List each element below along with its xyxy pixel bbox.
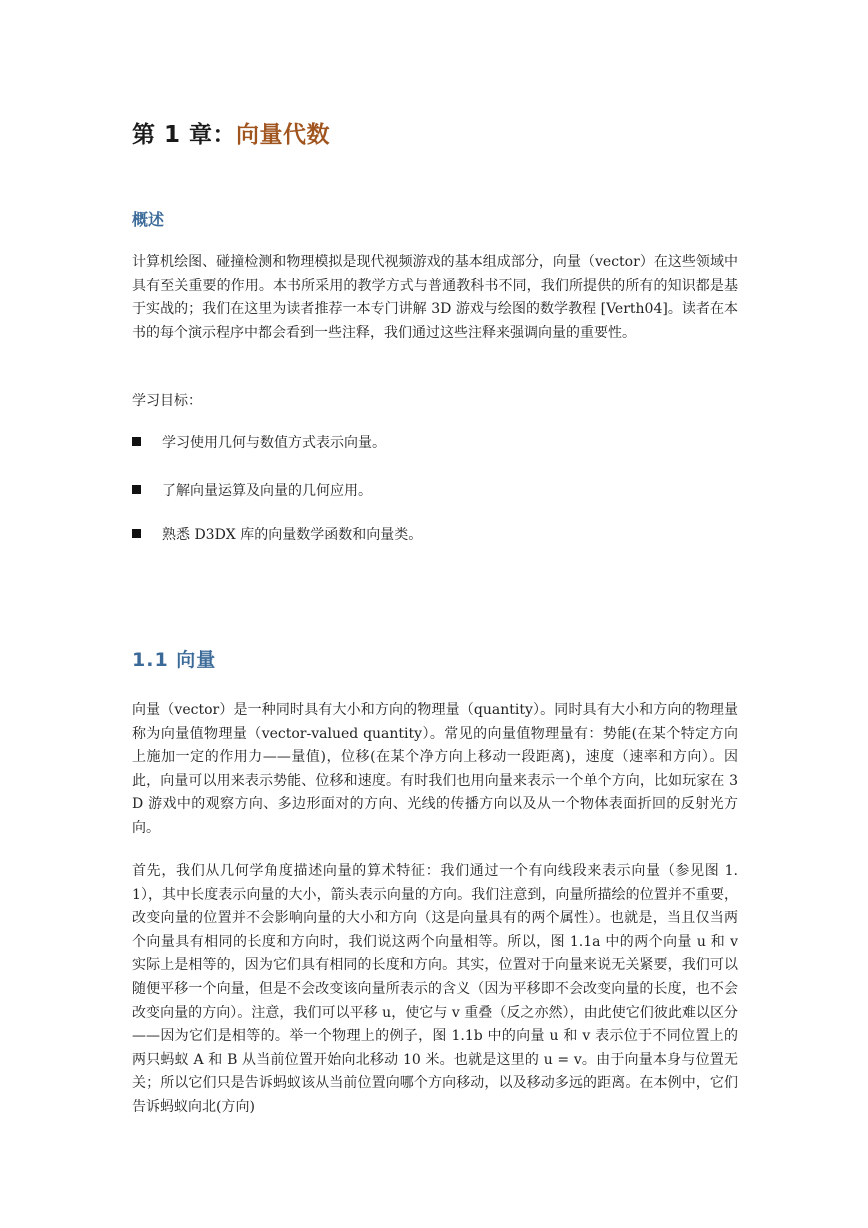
intro-paragraph: 计算机绘图、碰撞检测和物理模拟是现代视频游戏的基本组成部分，向量（vector）在这些领域中具有至关重要的作用。本书所采用的教学方式与普通教科书不同，我们所提供的所有的知识都是基于实战的；我们在这里为读者推荐一本专门讲解 3D 游戏与绘图的数学教程 [Verth04]。读者在本书的每个演示程序中都会看到一些注释，我们通过这些注释来强调向量的重要性。	[132, 254, 738, 341]
goal-list-item	[132, 524, 422, 548]
goal-text: 学习使用几何与数值方式表示向量。	[162, 435, 386, 451]
goal-list-item	[132, 480, 372, 504]
square-bullet-icon	[132, 529, 141, 538]
goal-text: 了解向量运算及向量的几何应用。	[162, 483, 372, 499]
goal-list-item	[132, 432, 386, 456]
geometric-description-paragraph: 首先，我们从几何学角度描述向量的算术特征：我们通过一个有向线段来表示向量（参见图 1.1），其中长度表示向量的大小，箭头表示向量的方向。我们注意到，向量所描绘的位置并不重要，改变向量的位置并不会影响向量的大小和方向（这是向量具有的两个属性）。也就是，当且仅当两个向量具有相同的长度和方向时，我们说这两个向量相等。所以，图 1.1a 中的两个向量 u 和 v 实际上是相等的，因为它们具有相同的长度和方向。其实，位置对于向量来说无关紧要，我们可以随便平移一个向量，但是不会改变该向量所表示的含义（因为平移即不会改变向量的长度，也不会改变向量的方向）。注意，我们可以平移 u，使它与 v 重叠（反之亦然），由此使它们彼此难以区分——因为它们是相等的。举一个物理上的例子，图 1.1b 中的向量 u 和 v 表示位于不同位置上的两只蚂蚁 A 和 B 从当前位置开始向北移动 10 米。也就是这里的 u = v。由于向量本身与位置无关；所以它们只是告诉蚂蚁该从当前位置向哪个方向移动，以及移动多远的距离。在本例中，它们告诉蚂蚁向北(方向)	[132, 863, 738, 1115]
chapter-name: 向量代数	[236, 122, 331, 148]
vector-definition-paragraph: 向量（vector）是一种同时具有大小和方向的物理量（quantity）。同时具有大小和方向的物理量称为向量值物理量（vector-valued quantity）。常见的向量值物理量有：势能(在某个特定方向上施加一定的作用力——量值)，位移(在某个净方向上移动一段距离)，速度（速率和方向）。因此，向量可以用来表示势能、位移和速度。有时我们也用向量来表示一个单个方向，比如玩家在 3D 游戏中的观察方向、多边形面对的方向、光线的传播方向以及从一个物体表面折回的反射光方向。	[132, 702, 738, 836]
goals-label: 学习目标：	[132, 393, 202, 409]
overview-heading: 概述	[132, 210, 165, 229]
goal-text: 熟悉 D3DX 库的向量数学函数和向量类。	[162, 527, 423, 543]
section-heading: 1.1 向量	[132, 649, 217, 671]
square-bullet-icon	[132, 485, 141, 494]
chapter-title	[132, 116, 330, 149]
chapter-number: 第 1 章：	[132, 122, 237, 148]
square-bullet-icon	[132, 437, 141, 446]
